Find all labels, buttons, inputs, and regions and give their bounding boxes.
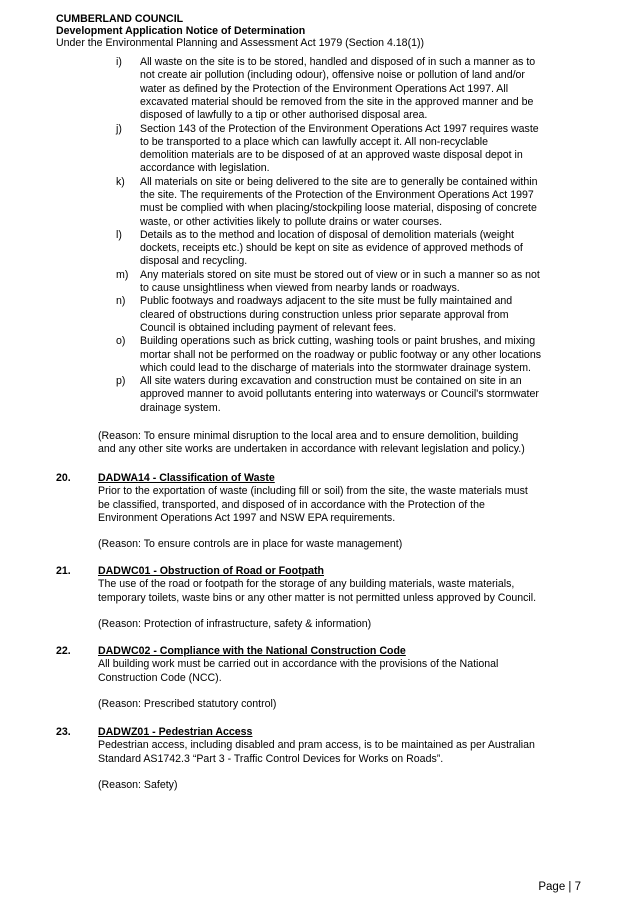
list-item-marker: p) bbox=[116, 375, 126, 388]
text-line: drainage system. bbox=[140, 401, 221, 414]
condition-reason: (Reason: Prescribed statutory control) bbox=[98, 697, 277, 710]
text-line: mortar shall not be performed on the roadway or public footway or any other locations bbox=[140, 348, 542, 361]
text-line: All building work must be carried out in accordance with the provisions of the National bbox=[98, 658, 499, 671]
condition-number: 22. bbox=[56, 645, 71, 657]
condition-number: 23. bbox=[56, 726, 71, 738]
list-item-text bbox=[140, 335, 580, 375]
text-line: Council is obtained including payment of relevant fees. bbox=[140, 321, 397, 334]
text-line: excavated material should be removed from the site in the approved manner and be bbox=[140, 95, 534, 108]
text-line: be classified, transported, and disposed of in accordance with the Protection of the bbox=[98, 498, 485, 511]
condition-title: DADWC02 - Compliance with the National Construction Code bbox=[98, 645, 406, 657]
list-item-text bbox=[140, 295, 580, 335]
condition-body bbox=[98, 658, 580, 685]
text-line: approved manner to avoid pollutants entering into waterways or Council's stormwater bbox=[140, 388, 539, 401]
condition-reason: (Reason: Protection of infrastructure, safety & information) bbox=[98, 617, 372, 630]
council-name: CUMBERLAND COUNCIL bbox=[56, 13, 184, 25]
list-item-text bbox=[140, 229, 580, 269]
text-line: to cause unsightliness when viewed from nearby lands or roadways. bbox=[140, 282, 460, 295]
text-line: Standard AS1742.3 “Part 3 - Traffic Control Devices for Works on Roads”. bbox=[98, 752, 444, 765]
list-item-marker: n) bbox=[116, 295, 126, 308]
text-line: which could lead to the discharge of materials into the stormwater drainage system. bbox=[140, 361, 531, 374]
condition-title: DADWZ01 - Pedestrian Access bbox=[98, 726, 253, 738]
page-header bbox=[56, 13, 424, 49]
text-line: water as defined by the Protection of the Environment Operations Act 1997. All bbox=[140, 82, 509, 95]
text-line: Building operations such as brick cutting, washing tools or paint brushes, and mixing bbox=[140, 335, 536, 348]
text-line: cleared of obstructions during construction unless prior separate approval from bbox=[140, 308, 509, 321]
list-item-text bbox=[140, 375, 580, 415]
condition-number: 21. bbox=[56, 565, 71, 577]
condition-body bbox=[98, 739, 580, 766]
text-line: (Reason: To ensure minimal disruption to the local area and to ensure demolition, building bbox=[98, 430, 519, 443]
condition-body bbox=[98, 578, 580, 605]
text-line: All waste on the site is to be stored, handled and disposed of in such a manner as to bbox=[140, 56, 536, 68]
condition-body bbox=[98, 485, 580, 525]
text-line: Public footways and roadways adjacent to the site must be fully maintained and bbox=[140, 295, 513, 308]
list-item-text bbox=[140, 269, 580, 296]
text-line: Pedestrian access, including disabled and pram access, is to be maintained as per Australian bbox=[98, 739, 535, 752]
text-line: not create air pollution (including odour), offensive noise or pollution of land and/or bbox=[140, 69, 525, 82]
text-line: Section 143 of the Protection of the Environment Operations Act 1997 requires waste bbox=[140, 122, 539, 135]
reason-paragraph bbox=[98, 430, 580, 457]
text-line: Any materials stored on site must be stored out of view or in such a manner so as not bbox=[140, 268, 540, 281]
page-number: Page | 7 bbox=[538, 881, 581, 893]
condition-title: DADWA14 - Classification of Waste bbox=[98, 472, 275, 484]
text-line: accordance with legislation. bbox=[140, 162, 270, 175]
text-line: demolition materials are to be disposed of at an approved waste disposal depot in bbox=[140, 149, 523, 162]
list-item-marker: o) bbox=[116, 335, 126, 348]
list-item-marker: m) bbox=[116, 268, 129, 281]
text-line: disposed of lawfully to a tip or other authorised disposal area. bbox=[140, 109, 428, 122]
list-item-marker: j) bbox=[116, 122, 122, 135]
condition-number: 20. bbox=[56, 472, 71, 484]
text-line: Construction Code (NCC). bbox=[98, 671, 222, 684]
list-item-marker: i) bbox=[116, 56, 122, 68]
condition-reason: (Reason: To ensure controls are in place for waste management) bbox=[98, 538, 403, 551]
condition-title: DADWC01 - Obstruction of Road or Footpath bbox=[98, 565, 324, 577]
text-line: The use of the road or footpath for the storage of any building materials, waste materials, bbox=[98, 578, 515, 591]
text-line: disposal and recycling. bbox=[140, 255, 248, 268]
text-line: All materials on site or being delivered to the site are to generally be contained within bbox=[140, 175, 538, 188]
text-line: to be transported to a place which can lawfully accept it. All non-recyclable bbox=[140, 135, 489, 148]
list-item-marker: l) bbox=[116, 228, 122, 241]
text-line: waste, or other activities likely to pollute drains or water courses. bbox=[140, 215, 443, 228]
list-item-text bbox=[140, 176, 580, 229]
text-line: All site waters during excavation and construction must be contained on site in an bbox=[140, 375, 522, 388]
list-item-marker: k) bbox=[116, 175, 125, 188]
text-line: the site. The requirements of the Protection of the Environment Operations Act 1997 bbox=[140, 188, 534, 201]
act-reference: Under the Environmental Planning and Assessment Act 1979 (Section 4.18(1)) bbox=[56, 37, 425, 49]
list-item-text bbox=[140, 56, 580, 122]
text-line: temporary toilets, waste bins or any other matter is not permitted unless approved by Council. bbox=[98, 591, 537, 604]
condition-reason: (Reason: Safety) bbox=[98, 778, 178, 791]
text-line: and any other site works are undertaken in accordance with relevant legislation and policy.) bbox=[98, 443, 525, 456]
list-item-text bbox=[140, 123, 580, 176]
text-line: Prior to the exportation of waste (including fill or soil) from the site, the waste materials must bbox=[98, 485, 528, 498]
text-line: dockets, receipts etc.) should be kept on site as evidence of approved methods of bbox=[140, 242, 523, 255]
text-line: must be complied with when placing/stockpiling loose material, disposing of concrete bbox=[140, 202, 537, 215]
text-line: Details as to the method and location of disposal of demolition materials (weight bbox=[140, 228, 514, 241]
document-title: Development Application Notice of Determination bbox=[56, 25, 306, 37]
text-line: Environment Operations Act 1997 and NSW EPA requirements. bbox=[98, 511, 396, 524]
